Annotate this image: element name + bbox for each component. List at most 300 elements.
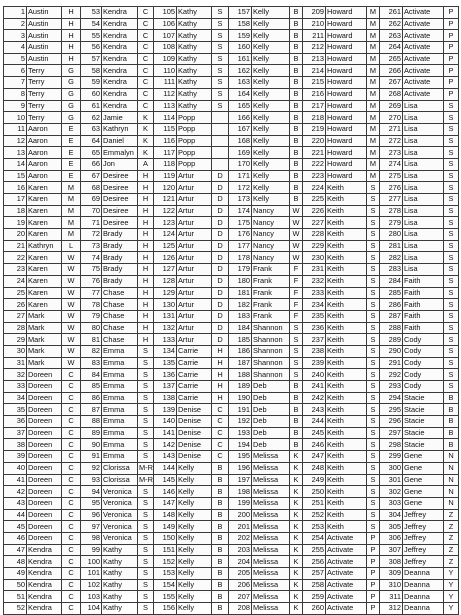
entry-code: S <box>367 310 380 322</box>
entry-code: H <box>138 252 154 264</box>
entry-name: Stacie <box>403 427 444 439</box>
entry-code: B <box>290 135 303 147</box>
entry-number: 192 <box>229 416 252 428</box>
entry-name: Veronica <box>102 521 138 533</box>
entry-code: P <box>444 65 459 77</box>
entry-number: 109 <box>154 53 177 65</box>
entry-name: Shannon <box>252 334 290 346</box>
entry-code: S <box>367 462 380 474</box>
entry-code: H <box>62 7 81 19</box>
table-row <box>4 7 459 19</box>
entry-name: Kathy <box>102 603 138 615</box>
entry-name: Popp <box>177 147 212 159</box>
entry-name: Melissa <box>252 556 290 568</box>
entry-number: 263 <box>380 30 403 42</box>
entry-number: 139 <box>154 404 177 416</box>
table-row <box>4 182 459 194</box>
entry-number: 3 <box>4 30 27 42</box>
entry-code: S <box>367 486 380 498</box>
entry-name: Doreen <box>27 427 62 439</box>
entry-name: Keith <box>326 275 367 287</box>
entry-name: Howard <box>326 42 367 54</box>
entry-name: Jamie <box>102 112 138 124</box>
entry-number: 230 <box>303 252 326 264</box>
entry-name: Keith <box>326 404 367 416</box>
entry-code: S <box>367 334 380 346</box>
entry-name: Kendra <box>27 579 62 591</box>
entry-name: Nancy <box>252 252 290 264</box>
entry-code: F <box>290 299 303 311</box>
entry-code: C <box>62 439 81 451</box>
entry-code: C <box>138 53 154 65</box>
entry-code: B <box>212 509 229 521</box>
entry-name: Austin <box>27 53 62 65</box>
entry-number: 254 <box>303 532 326 544</box>
entry-code: G <box>62 77 81 89</box>
entry-code: B <box>290 170 303 182</box>
entry-number: 100 <box>81 556 102 568</box>
entry-name: Howard <box>326 100 367 112</box>
entry-code: H <box>138 205 154 217</box>
entry-code: M <box>367 7 380 19</box>
entry-code: C <box>138 18 154 30</box>
entry-number: 196 <box>229 462 252 474</box>
entry-number: 64 <box>81 135 102 147</box>
entry-number: 225 <box>303 194 326 206</box>
entry-number: 298 <box>380 439 403 451</box>
entry-number: 164 <box>229 88 252 100</box>
entry-code: S <box>138 404 154 416</box>
entry-number: 148 <box>154 509 177 521</box>
entry-name: Howard <box>326 158 367 170</box>
entry-number: 155 <box>154 591 177 603</box>
table-row <box>4 591 459 603</box>
entry-name: Doreen <box>27 486 62 498</box>
entry-name: Clorissa <box>102 462 138 474</box>
entry-name: Chase <box>102 287 138 299</box>
entry-name: Howard <box>326 123 367 135</box>
entry-code: S <box>138 532 154 544</box>
entry-number: 110 <box>154 65 177 77</box>
entry-code: S <box>367 182 380 194</box>
entry-name: Activate <box>403 42 444 54</box>
entry-code: P <box>367 544 380 556</box>
entry-code: S <box>444 287 459 299</box>
entry-code: N <box>444 497 459 509</box>
entry-name: Activate <box>403 7 444 19</box>
entry-code: C <box>212 439 229 451</box>
entry-name: Shannon <box>252 345 290 357</box>
entry-number: 130 <box>154 299 177 311</box>
entry-code: H <box>138 194 154 206</box>
entry-name: Doreen <box>27 404 62 416</box>
entry-name: Faith <box>403 287 444 299</box>
entry-code: H <box>138 299 154 311</box>
entry-name: Doreen <box>27 509 62 521</box>
entry-code: W <box>290 205 303 217</box>
entry-code: D <box>212 240 229 252</box>
entry-number: 73 <box>81 240 102 252</box>
entry-number: 307 <box>380 544 403 556</box>
entry-number: 271 <box>380 123 403 135</box>
entry-number: 232 <box>303 275 326 287</box>
entry-number: 213 <box>303 53 326 65</box>
entry-code: F <box>290 264 303 276</box>
entry-number: 65 <box>81 147 102 159</box>
entry-number: 224 <box>303 182 326 194</box>
entry-number: 61 <box>81 100 102 112</box>
entry-code: K <box>290 497 303 509</box>
entry-name: Deb <box>252 404 290 416</box>
entry-number: 136 <box>154 369 177 381</box>
entry-number: 248 <box>303 462 326 474</box>
entry-name: Kelly <box>252 7 290 19</box>
entry-number: 33 <box>4 381 27 393</box>
entry-code: Z <box>444 509 459 521</box>
entry-name: Chase <box>102 322 138 334</box>
entry-number: 167 <box>229 123 252 135</box>
entry-name: Doreen <box>27 369 62 381</box>
entry-code: E <box>62 123 81 135</box>
entry-name: Aaron <box>27 135 62 147</box>
entry-number: 11 <box>4 123 27 135</box>
entry-code: K <box>290 486 303 498</box>
entry-number: 7 <box>4 77 27 89</box>
entry-number: 272 <box>380 135 403 147</box>
entry-name: Kelly <box>252 170 290 182</box>
entry-name: Popp <box>177 135 212 147</box>
entry-code: S <box>367 299 380 311</box>
entry-name: Popp <box>177 158 212 170</box>
entry-code: S <box>138 357 154 369</box>
entry-name: Carrie <box>177 392 212 404</box>
entry-name: Emma <box>102 357 138 369</box>
entry-name: Gene <box>403 486 444 498</box>
entry-code: B <box>212 532 229 544</box>
entry-code: C <box>138 30 154 42</box>
entry-name: Lisa <box>403 182 444 194</box>
entry-number: 150 <box>154 532 177 544</box>
entry-code: B <box>290 42 303 54</box>
entry-number: 215 <box>303 77 326 89</box>
entry-name: Keith <box>326 451 367 463</box>
entry-number: 48 <box>4 556 27 568</box>
entry-name: Keith <box>326 229 367 241</box>
entry-number: 29 <box>4 334 27 346</box>
entry-name: Keith <box>326 509 367 521</box>
entry-code: H <box>138 170 154 182</box>
entry-code <box>212 147 229 159</box>
table-row <box>4 474 459 486</box>
entry-name: Aaron <box>27 158 62 170</box>
entry-name: Howard <box>326 53 367 65</box>
entry-name: Kathy <box>102 579 138 591</box>
entry-name: Activate <box>403 77 444 89</box>
entry-name: Activate <box>326 579 367 591</box>
entry-name: Deb <box>252 439 290 451</box>
entry-code: M <box>62 217 81 229</box>
table-row <box>4 53 459 65</box>
entry-number: 207 <box>229 591 252 603</box>
entry-name: Deb <box>252 427 290 439</box>
entry-name: Kelly <box>177 556 212 568</box>
entry-code: H <box>138 264 154 276</box>
entry-number: 274 <box>380 158 403 170</box>
entry-code: H <box>62 53 81 65</box>
table-row <box>4 451 459 463</box>
entry-name: Howard <box>326 88 367 100</box>
entry-code: K <box>138 123 154 135</box>
entry-code: S <box>367 217 380 229</box>
entry-code: H <box>138 287 154 299</box>
entry-name: Frank <box>252 287 290 299</box>
entry-number: 283 <box>380 264 403 276</box>
entry-number: 173 <box>229 194 252 206</box>
entry-number: 160 <box>229 42 252 54</box>
entry-code: H <box>212 392 229 404</box>
entry-code: H <box>62 42 81 54</box>
entry-name: Shannon <box>252 357 290 369</box>
entry-code: M <box>62 229 81 241</box>
entry-name: Kathy <box>102 556 138 568</box>
entry-code: K <box>290 451 303 463</box>
entry-code: S <box>138 556 154 568</box>
entry-number: 9 <box>4 100 27 112</box>
entry-name: Denise <box>177 416 212 428</box>
entry-name: Aaron <box>27 147 62 159</box>
entry-number: 23 <box>4 264 27 276</box>
entry-code: W <box>62 357 81 369</box>
entry-name: Doreen <box>27 392 62 404</box>
table-row <box>4 532 459 544</box>
entry-name: Jon <box>102 158 138 170</box>
entry-code: C <box>62 369 81 381</box>
entry-code: P <box>444 42 459 54</box>
entry-number: 87 <box>81 404 102 416</box>
entry-code: G <box>62 100 81 112</box>
entry-code: G <box>62 65 81 77</box>
entry-name: Karen <box>27 275 62 287</box>
entry-number: 116 <box>154 135 177 147</box>
entry-code: C <box>212 427 229 439</box>
entry-code: S <box>444 158 459 170</box>
table-row <box>4 427 459 439</box>
entry-name: Kelly <box>252 88 290 100</box>
entry-code: W <box>62 345 81 357</box>
entry-name: Mark <box>27 310 62 322</box>
entry-name: Lisa <box>403 252 444 264</box>
entry-code: B <box>290 392 303 404</box>
entry-number: 180 <box>229 275 252 287</box>
entry-name: Activate <box>403 18 444 30</box>
entry-number: 44 <box>4 509 27 521</box>
entry-number: 62 <box>81 112 102 124</box>
table-row <box>4 18 459 30</box>
entry-number: 142 <box>154 439 177 451</box>
entry-name: Brady <box>102 240 138 252</box>
table-row <box>4 357 459 369</box>
entry-name: Kelly <box>177 497 212 509</box>
entry-code <box>212 123 229 135</box>
entry-name: Nancy <box>252 205 290 217</box>
table-row <box>4 88 459 100</box>
entry-number: 55 <box>81 30 102 42</box>
entry-number: 122 <box>154 205 177 217</box>
entry-number: 214 <box>303 65 326 77</box>
entry-name: Keith <box>326 357 367 369</box>
entry-number: 18 <box>4 205 27 217</box>
entry-number: 297 <box>380 427 403 439</box>
entry-code: D <box>212 217 229 229</box>
table-row <box>4 240 459 252</box>
entry-number: 184 <box>229 322 252 334</box>
entry-name: Activate <box>403 53 444 65</box>
entry-code: C <box>138 77 154 89</box>
table-row <box>4 229 459 241</box>
entry-number: 70 <box>81 205 102 217</box>
entry-number: 2 <box>4 18 27 30</box>
entry-code: K <box>290 474 303 486</box>
entry-code: C <box>62 404 81 416</box>
entry-name: Austin <box>27 42 62 54</box>
entry-code: B <box>444 416 459 428</box>
entry-number: 237 <box>303 334 326 346</box>
entry-name: Howard <box>326 135 367 147</box>
table-row <box>4 310 459 322</box>
entry-number: 311 <box>380 591 403 603</box>
entry-number: 256 <box>303 556 326 568</box>
entry-name: Desiree <box>102 170 138 182</box>
entry-code: C <box>62 381 81 393</box>
entry-number: 84 <box>81 369 102 381</box>
entry-number: 204 <box>229 556 252 568</box>
entry-name: Karen <box>27 194 62 206</box>
entry-code: K <box>290 568 303 580</box>
entry-name: Kathy <box>177 100 212 112</box>
entry-name: Desiree <box>102 182 138 194</box>
entry-number: 37 <box>4 427 27 439</box>
entry-number: 27 <box>4 310 27 322</box>
entry-code: S <box>367 427 380 439</box>
entry-name: Doreen <box>27 439 62 451</box>
entry-name: Kelly <box>177 591 212 603</box>
entry-code: B <box>290 158 303 170</box>
entry-name: Activate <box>403 65 444 77</box>
entry-number: 295 <box>380 404 403 416</box>
entry-number: 229 <box>303 240 326 252</box>
entry-code: C <box>62 474 81 486</box>
entry-number: 190 <box>229 392 252 404</box>
entry-code: C <box>62 462 81 474</box>
entry-code: S <box>367 451 380 463</box>
entry-name: Deb <box>252 416 290 428</box>
entry-code: H <box>138 334 154 346</box>
entry-code: H <box>138 275 154 287</box>
entry-code: H <box>62 30 81 42</box>
entry-name: Desiree <box>102 194 138 206</box>
entry-number: 269 <box>380 100 403 112</box>
entry-code: S <box>138 427 154 439</box>
entry-name: Karen <box>27 229 62 241</box>
entry-code: C <box>62 544 81 556</box>
entry-name: Gene <box>403 474 444 486</box>
entry-name: Kelly <box>252 158 290 170</box>
entry-code: K <box>290 579 303 591</box>
entry-code: B <box>444 427 459 439</box>
entry-code: B <box>212 579 229 591</box>
entry-number: 95 <box>81 497 102 509</box>
entry-name: Melissa <box>252 544 290 556</box>
entry-number: 275 <box>380 170 403 182</box>
entry-code: D <box>212 205 229 217</box>
entry-code: S <box>138 509 154 521</box>
entry-number: 233 <box>303 287 326 299</box>
entry-code: B <box>290 439 303 451</box>
entry-name: Kendra <box>27 568 62 580</box>
entry-number: 239 <box>303 357 326 369</box>
entry-number: 69 <box>81 194 102 206</box>
entry-number: 193 <box>229 427 252 439</box>
entry-number: 203 <box>229 544 252 556</box>
entry-number: 241 <box>303 381 326 393</box>
table-row <box>4 275 459 287</box>
entry-name: Kathy <box>177 7 212 19</box>
entry-code: S <box>444 123 459 135</box>
entry-number: 198 <box>229 486 252 498</box>
entry-name: Doreen <box>27 497 62 509</box>
entry-number: 54 <box>81 18 102 30</box>
entry-number: 234 <box>303 299 326 311</box>
entry-code: K <box>138 147 154 159</box>
entry-number: 120 <box>154 182 177 194</box>
entry-number: 277 <box>380 194 403 206</box>
entry-code: C <box>62 486 81 498</box>
entry-name: Cody <box>403 369 444 381</box>
entry-name: Karen <box>27 182 62 194</box>
entry-name: Howard <box>326 18 367 30</box>
entry-number: 24 <box>4 275 27 287</box>
entry-number: 174 <box>229 205 252 217</box>
entry-number: 125 <box>154 240 177 252</box>
entry-number: 162 <box>229 65 252 77</box>
entry-code: S <box>444 264 459 276</box>
entry-number: 138 <box>154 392 177 404</box>
entry-name: Deanna <box>403 579 444 591</box>
entry-number: 169 <box>229 147 252 159</box>
entry-name: Emma <box>102 369 138 381</box>
entry-code: D <box>212 170 229 182</box>
entry-code: C <box>62 392 81 404</box>
entry-name: Veronica <box>102 497 138 509</box>
entry-number: 235 <box>303 310 326 322</box>
entry-code: P <box>367 568 380 580</box>
entry-number: 149 <box>154 521 177 533</box>
entry-number: 201 <box>229 521 252 533</box>
entry-name: Kendra <box>102 7 138 19</box>
entry-number: 12 <box>4 135 27 147</box>
entry-number: 128 <box>154 275 177 287</box>
entry-code: S <box>367 287 380 299</box>
entry-name: Gene <box>403 462 444 474</box>
entry-name: Frank <box>252 264 290 276</box>
entry-name: Daniel <box>102 135 138 147</box>
entry-code: G <box>62 112 81 124</box>
entry-name: Lisa <box>403 123 444 135</box>
entry-name: Faith <box>403 275 444 287</box>
entry-code: S <box>367 252 380 264</box>
table-row <box>4 77 459 89</box>
entry-number: 59 <box>81 77 102 89</box>
